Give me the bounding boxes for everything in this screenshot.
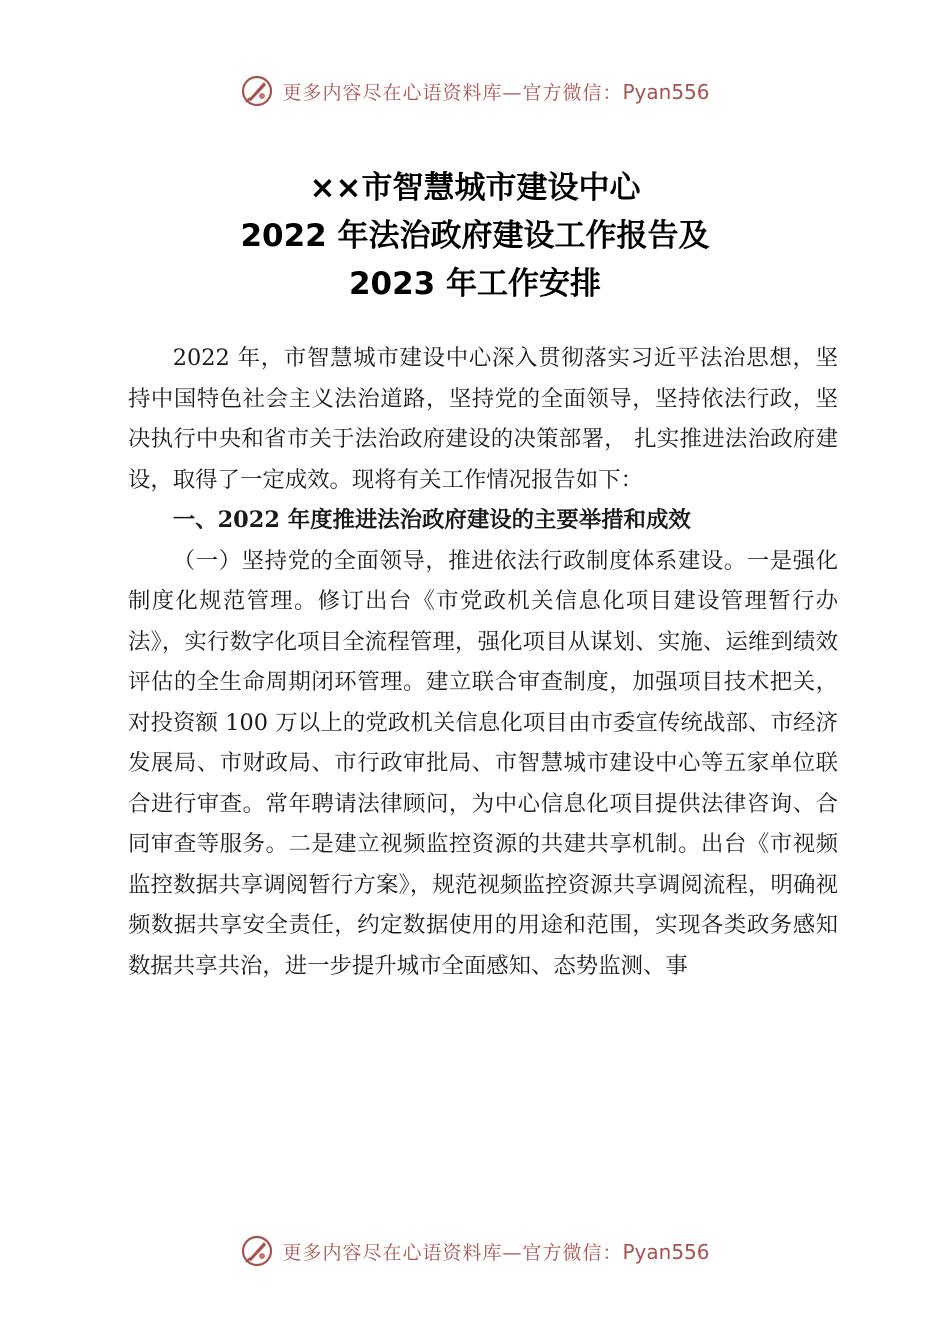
watermark-footer <box>0 1234 950 1268</box>
watermark-text: 更多内容尽在心语资料库—官方微信：Pyan556 <box>282 79 710 104</box>
document-body <box>128 338 838 986</box>
document-title <box>0 164 950 308</box>
watermark-wechat-id: Pyan556 <box>622 79 710 104</box>
section-paragraph: （一）坚持党的全面领导，推进依法行政制度体系建设。一是强化制度化规范管理。修订出台《市党政机关信息化项目建设管理暂行办法》，实行数字化项目全流程管理，强化项目从谋划、实施、运维到绩效评估的全生命周期闭环管理。建立联合审查制度，加强项目技术把关，对投资额 100 万以上的党政机关信息化项目由市委宣传统战部、市经济发展局、市财政局、市行政审批局、市智慧城市建设中心等五家单位联合进行审查。常年聘请法律顾问，为中心信息化项目提供法律咨询、合同审查等服务。二是建立视频监控资源的共建共享机制。出台《市视频监控数据共享调阅暂行方案》，规范视频监控资源共享调阅流程，明确视频数据共享安全责任，约定数据使用的用途和范围，实现各类政务感知数据共享共治，进一步提升城市全面感知、态势监测、事 <box>128 547 838 979</box>
quill-logo-icon <box>240 1234 274 1268</box>
intro-paragraph: 2022 年，市智慧城市建设中心深入贯彻落实习近平法治思想，坚持中国特色社会主义法治道路，坚持党的全面领导，坚持依法行政，坚决执行中央和省市关于法治政府建设的决策部署， 扎实推进法治政府建设，取得了一定成效。现将有关工作情况报告如下： <box>128 345 838 493</box>
watermark-text: 更多内容尽在心语资料库—官方微信：Pyan556 <box>282 1239 710 1264</box>
quill-logo-icon <box>240 74 274 108</box>
watermark-wechat-id: Pyan556 <box>622 1239 710 1264</box>
title-line-1: ××市智慧城市建设中心 <box>309 170 641 206</box>
watermark-header <box>0 74 950 108</box>
section-heading: 一、2022 年度推进法治政府建设的主要举措和成效 <box>172 507 691 533</box>
title-line-3: 2023 年工作安排 <box>348 266 602 302</box>
title-line-2: 2022 年法治政府建设工作报告及 <box>240 218 710 254</box>
